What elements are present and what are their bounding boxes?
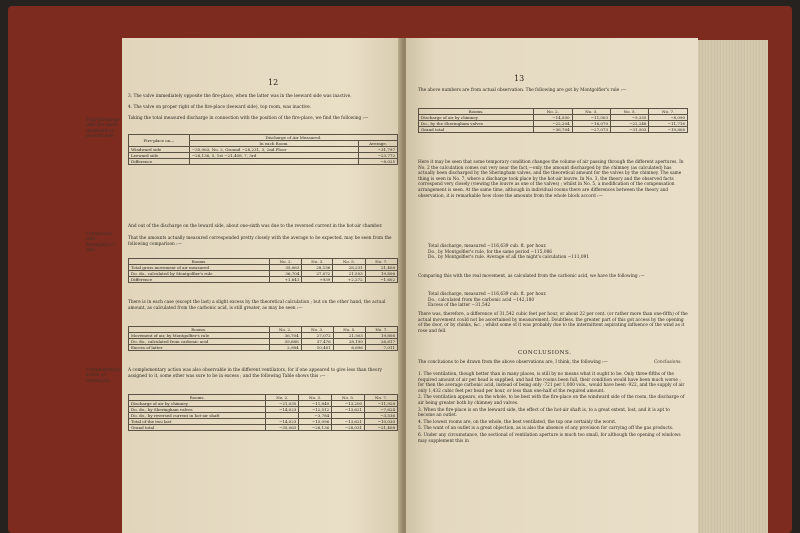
- cell: 21,503: [333, 333, 365, 339]
- cell: 21,503: [333, 271, 365, 277]
- cell: Do. do., calculated from carbonic acid: [129, 339, 270, 345]
- paragraph: 4. The valve on proper right of the fire-place (leeward side), top room, was inactive.: [128, 105, 312, 110]
- paragraph: The conclusions to be drawn from the above observations are, I think, the following :—: [418, 360, 608, 365]
- paragraph: The above numbers are from actual observation. The following are got by Montgolfier's rule :—: [418, 88, 627, 93]
- page-number: 12: [268, 78, 279, 87]
- list-item: 2. The ventilation appears, on the whole, to be best with the fire-place on the windward side of the room, the discharge of air being greater both by chimney and valves.: [418, 395, 685, 406]
- table-row: [419, 127, 688, 133]
- margin-note: Comparison with Montgolfier's rule.: [86, 232, 116, 253]
- cell: −11,003: [572, 115, 610, 121]
- cell: −27,073: [572, 127, 610, 133]
- cell: −28,031: [332, 425, 365, 431]
- cell: −35,063: [266, 425, 299, 431]
- table-row: [129, 159, 398, 165]
- cell: Discharge of air by chimney: [419, 115, 534, 121]
- list-item: 4. The lowest rooms are, on the whole, the best ventilated, the top one certainly the worst.: [418, 419, 617, 425]
- cell: 26,617: [365, 339, 397, 345]
- cell: −22,248: [611, 121, 649, 127]
- cell: −14,023: [266, 407, 299, 413]
- cell: 27,072: [301, 333, 333, 339]
- item-label: Excess of the latter: [428, 303, 471, 309]
- col-header: No. 5.: [332, 395, 365, 401]
- cell: −3,536: [365, 413, 398, 419]
- cell: −1,602: [365, 277, 397, 283]
- col-header: Fire-place on—: [129, 135, 190, 147]
- col-header: No. 7.: [649, 109, 688, 115]
- item-label: Total discharge, measured: [428, 292, 486, 297]
- cell: −9,255: [611, 115, 649, 121]
- list-item: 5. The want of an outlet is a great objection, as is also the absence of any provision for carrying off the gas products.: [418, 426, 674, 432]
- cell: Discharge of air by chimney: [129, 401, 266, 407]
- cell: 35,063: [270, 265, 302, 271]
- cell: −11,716: [649, 121, 688, 127]
- left-page: [122, 38, 402, 533]
- col-header: No. 2.: [534, 109, 572, 115]
- cell: −22,204: [534, 121, 572, 127]
- cell: −13,621: [332, 419, 365, 425]
- cell: −26,136, 5, 1st −21,408, 7, 3rd: [189, 153, 358, 159]
- carbonic-table: [128, 326, 398, 351]
- cell: Total gross movement of air measured: [129, 265, 270, 271]
- table-row: [129, 277, 398, 283]
- cell: 6,696: [333, 345, 365, 351]
- right-page: [406, 38, 698, 533]
- margin-note: Conclusions.: [654, 360, 682, 365]
- cell: [189, 159, 358, 165]
- cell: 27,072: [302, 271, 333, 277]
- col-header: Rooms.: [129, 259, 270, 265]
- cell: 7,011: [365, 345, 397, 351]
- cell: −13,621: [332, 407, 365, 413]
- col-header: Rooms.: [129, 395, 266, 401]
- cell: −12,512: [299, 407, 332, 413]
- table-row: [129, 345, 398, 351]
- col-header: No. 3.: [572, 109, 610, 115]
- paragraph: Taking the total measured discharge in connection with the position of the fire-place, we find the following :—: [128, 116, 369, 121]
- paragraph: And out of the discharge on the leward side, about one-sixth was due to the reversed current in the hot-air chamber.: [128, 224, 383, 229]
- cell: −36,704: [534, 127, 572, 133]
- cell: 37,476: [301, 339, 333, 345]
- page-edges: [698, 40, 768, 533]
- cell: Movement of air, by Montgolfier's rule: [129, 333, 270, 339]
- cell: −35,063, No. 2, Ground −28,231, 3, 2nd Floor: [189, 147, 358, 153]
- comparison-table: [128, 258, 398, 283]
- list-item: 6. Under any circumstance, the sectional of ventilation aperture is much too small, for although the opening of windows may supplement this in: [418, 432, 681, 444]
- cell: 21,408: [365, 265, 397, 271]
- cell: −14,023: [266, 419, 299, 425]
- item-value: −111,091: [567, 255, 590, 261]
- cell: −14,500: [534, 115, 572, 121]
- list-item: [428, 255, 688, 261]
- paragraph: 3. The valve immediately opposite the fire-place, when the latter was in the leeward side was inactive.: [128, 94, 352, 99]
- montgolfier-table: [418, 108, 688, 133]
- col-header: No. 2.: [270, 259, 302, 265]
- cell: 36,704: [270, 271, 302, 277]
- paragraph: There was, therefore, a difference of 31,542 cubic feet per hour, or about 22 per cent. (or rather more than one-fifth) of the actual movement could not be ascertained by measurement. Doubtless, the greater part of this got access by the opening of the door, or by chinks, &c. ; whilst some of it was probably due to the intermittent aspirating influence of the wind as it rose and fell.: [418, 312, 688, 334]
- col-header: In each Room.: [189, 141, 358, 147]
- item-value: −31,542: [471, 303, 491, 309]
- cell: Difference: [129, 159, 190, 165]
- cell: Grand total: [419, 127, 534, 133]
- page-number: 13: [514, 74, 525, 83]
- cell: −11,840: [299, 401, 332, 407]
- cell: −8,025: [359, 159, 398, 165]
- cell: 36,704: [269, 333, 301, 339]
- paragraph: There is in each case (except the last) a slight excess by the theoretical calculation ; but on the other hand, the actual amount, as calculated from the carbonic acid, is still greater, as may be seen :—: [128, 300, 386, 311]
- cell: −23,772: [359, 153, 398, 159]
- col-header: No. 7.: [365, 327, 397, 333]
- cell: Do. do., by Sheringham valves: [129, 407, 266, 413]
- col-header: Discharge of Air Measured.: [189, 135, 397, 141]
- cell: −26,136: [299, 425, 332, 431]
- list-item: 1. The ventilation, though better than in many places, is still by no means what it ought to be. Only three-fifths of the required amount of air per head is supplied, and had the rooms been full, their condition would have been much worse ; for then the average carbonic acid, instead of being only ·721 per 1,000 vols., would have been ·922, and the supply of air only 1,432 cubic feet per head per hour, or less than one-half of the required amount.: [418, 372, 685, 394]
- item-value: −142,180: [512, 297, 535, 303]
- section-heading: CONCLUSIONS.: [518, 350, 572, 356]
- col-header: No. 7.: [365, 395, 398, 401]
- cell: 19,806: [365, 333, 397, 339]
- col-header: No. 5.: [611, 109, 649, 115]
- col-header: No. 3.: [301, 327, 333, 333]
- table-row: [129, 425, 398, 431]
- paragraph: A complementary action was also observable in the different ventilators, for if one appeared to give less than theory assigned to it, some other was sure to be in excess ; and the following Table shows this :—: [128, 368, 382, 379]
- item-label: Do., by Montgolfier's rule. Average of all the night's calculation: [428, 255, 567, 261]
- cell: −13,200: [332, 401, 365, 407]
- cell: −15,096: [299, 419, 332, 425]
- cell: +1,641: [270, 277, 302, 283]
- cell: Excess of latter: [129, 345, 270, 351]
- item-value: −115,086: [530, 249, 553, 255]
- cell: Grand total: [129, 425, 266, 431]
- cell: −10,030: [365, 419, 398, 425]
- margin-note: Complementary action of ventilators.: [86, 368, 121, 384]
- cell: Do., by the Sheringham valves: [419, 121, 534, 127]
- cell: −3,784: [299, 413, 332, 419]
- col-header: No. 3.: [299, 395, 332, 401]
- totals-block: [428, 244, 688, 261]
- paragraph: That the amounts actually measured corresponded pretty closely with the average to be expected, may be seen from the following comparison :—: [128, 236, 392, 247]
- cell: −19,806: [649, 127, 688, 133]
- cell: Leeward side: [129, 153, 190, 159]
- col-header: Rooms.: [419, 109, 534, 115]
- col-header: No. 2.: [269, 327, 301, 333]
- cell: −31,797: [359, 147, 398, 153]
- col-header: Average.: [359, 141, 398, 147]
- complementary-table: [128, 394, 398, 431]
- cell: 28,136: [302, 265, 333, 271]
- cell: Windward side: [129, 147, 190, 153]
- cell: Total of the two last: [129, 419, 266, 425]
- item-label: Do., calculated from the carbonic acid: [428, 297, 512, 303]
- cell: −21,408: [365, 425, 398, 431]
- col-header: Rooms.: [129, 327, 270, 333]
- col-header: No. 5.: [333, 327, 365, 333]
- margin-note: Total discharge with fire-place windward or leeward side.: [86, 118, 120, 139]
- cell: 39,688: [269, 339, 301, 345]
- paragraph: Comparing this with the real movement, as calculated from the carbonic acid, we have the following :—: [418, 274, 645, 279]
- item-label: Do., by Montgolfier's rule, for the same period: [428, 249, 530, 255]
- discharge-table: [128, 134, 398, 165]
- col-header: No. 3.: [302, 259, 333, 265]
- cell: 28,231: [333, 265, 365, 271]
- carbonic-block: [428, 292, 688, 309]
- cell: Difference: [129, 277, 270, 283]
- cell: 28,199: [333, 339, 365, 345]
- cell: Do. do., by reversed current in hot-air shaft: [129, 413, 266, 419]
- cell: 2,984: [269, 345, 301, 351]
- paragraph: Here it may be seen that some temporary condition changes the volume of air passing through the different apertures. In No. 2 the calculation comes out very near the fact,—only, the amount discharged by the chimney (as calculated) has actually been discharged by the Sheringham valves, and the theoretical amount for the valves by the chimney. The same thing is seen in No. 7, where a discharge took place by the hot-air louvre. In No. 3, the theory and the observed facts correspond very closely (viewing the louvre as one of the valves) ; whilst in No. 5, a modification of the compensation arrangement is seen. At the same time, although in individual rooms there are differences between the theory and observation, it is remarkable how close the amounts from the whole block accord :—: [418, 160, 684, 199]
- cell: −7,624: [365, 407, 398, 413]
- cell: −21,035: [266, 401, 299, 407]
- list-item: 3. When the fire-place is on the leeward side, the effect of the hot-air shaft is, to a great extent, lost, and it is apt to become an outlet.: [418, 407, 670, 419]
- cell: +2,272: [333, 277, 365, 283]
- item-value: −116,639 cub. ft. per hour.: [487, 244, 547, 249]
- item-value: −116,639 cub. ft. per hour.: [487, 292, 547, 297]
- cell: 19,806: [365, 271, 397, 277]
- cell: 10,401: [301, 345, 333, 351]
- list-item: [428, 303, 688, 309]
- cell: −16,070: [572, 121, 610, 127]
- col-header: No. 2.: [266, 395, 299, 401]
- conclusions-list: [418, 372, 688, 444]
- cell: +939: [302, 277, 333, 283]
- cell: −31,503: [611, 127, 649, 133]
- cell: −11,928: [365, 401, 398, 407]
- col-header: No. 7.: [365, 259, 397, 265]
- cell: Do. do., calculated by Montgolfier's rule: [129, 271, 270, 277]
- col-header: No. 5.: [333, 259, 365, 265]
- item-label: Total discharge, measured: [428, 244, 486, 249]
- cell: −8,090: [649, 115, 688, 121]
